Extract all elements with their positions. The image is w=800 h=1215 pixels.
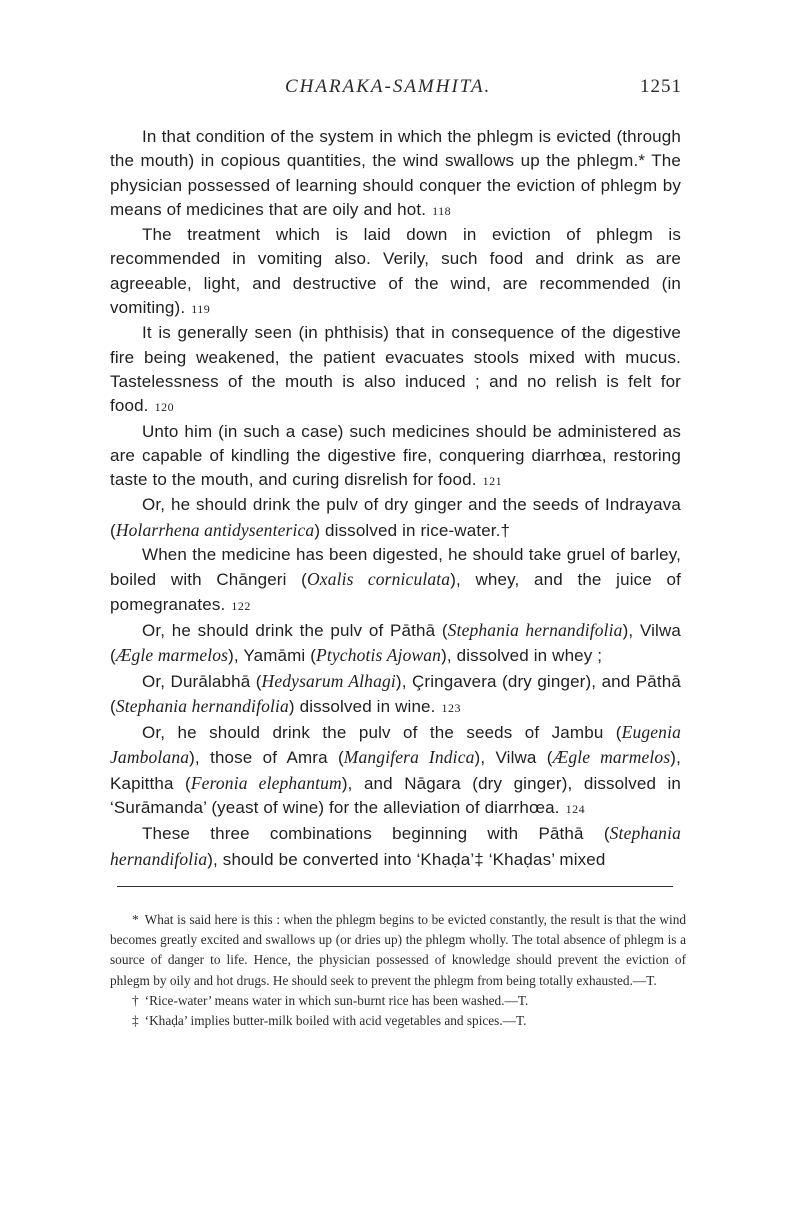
verse-number: 122 (231, 598, 251, 613)
botanical-name: Holarrhena antidysenterica (115, 519, 315, 540)
verse-number: 121 (482, 474, 503, 489)
footnotes (110, 910, 686, 1031)
body-text (110, 125, 681, 872)
botanical-name: Oxalis corniculata (306, 569, 451, 590)
footnote: * What is said here is this : when the phlegm begins to be evicted constantly, the result is that the wind becomes greatly excited and swallows up (or dries up) the phlegm wholly. The total absence of phlegm is a source of danger to life. Hence, the physician possessed of knowledge should prevent the eviction of phlegm by oily and hot drugs. He should seek to prevent the phlegm from being totally exhausted.—T. (110, 912, 686, 988)
botanical-name: Ptychotis Ajowan (316, 645, 442, 666)
verse-number: 123 (441, 700, 462, 715)
botanical-name: Mangifera Indica (343, 747, 475, 768)
botanical-name: Ægle marmelos (552, 747, 671, 768)
footnote: † ‘Rice-water’ means water in which sun-burnt rice has been washed.—T. (132, 992, 529, 1008)
footnote-mark: † (132, 992, 139, 1008)
paragraph: The treatment which is laid down in eviction of phlegm is recommended in vomiting also. Verily, such food and drink as are agreeable, light, and destructive of the wind, are recommended (in vomiting). 119 (110, 225, 681, 318)
paragraph: It is generally seen (in phthisis) that in consequence of the digestive fire being weakened, the patient evacuates stools mixed with mucus. Tastelessness of the mouth is also induced ; and no relish is felt for food. 120 (110, 323, 681, 416)
paragraph: In that condition of the system in which the phlegm is evicted (through the mouth) in copious quantities, the wind swallows up the phlegm.* The physician possessed of learning should conquer the eviction of phlegm by means of medicines that are oily and hot. 118 (110, 127, 681, 219)
paragraph: These three combinations beginning with Pāthā (Stephania hernandifolia), should be converted into ‘Khaḍa’‡ ‘Khaḍas’ mixed (110, 823, 681, 869)
verse-number: 120 (154, 400, 175, 415)
verse-number: 118 (432, 203, 452, 218)
footnote-divider (117, 886, 673, 887)
paragraph: Or, he should drink the pulv of the seeds of Jambu (Eugenia Jambolana), those of Amra (Mangifera Indica), Vilwa (Ægle marmelos), Kapittha (Feronia elephantum), and Nāgara (dry ginger), dissolved in ‘Surāmanda’ (yeast of wine) for the alleviation of diarrhœa. 124 (110, 722, 682, 818)
botanical-name: Hedysarum Alhagi (261, 670, 396, 691)
paragraph: Or, Durālabhā (Hedysarum Alhagi), Çringavera (dry ginger), and Pāthā (Stephania hernandifolia) dissolved in wine. 123 (110, 670, 681, 716)
verse-number: 119 (191, 302, 211, 317)
page-number: 1251 (640, 76, 682, 97)
footnote-mark: ‡ (132, 1013, 139, 1029)
botanical-name: Feronia elephantum (190, 772, 342, 793)
botanical-name: Eugenia Jambolana (110, 722, 681, 768)
paragraph: When the medicine has been digested, he should take gruel of barley, boiled with Chāngeri (Oxalis corniculata), whey, and the juice of pomegranates. 122 (110, 545, 681, 614)
footnote: ‡ ‘Khaḍa’ implies butter-milk boiled with acid vegetables and spices.—T. (132, 1013, 527, 1029)
footnote-mark: * (132, 912, 139, 927)
botanical-name: Stephania hernandifolia (447, 619, 623, 640)
running-title: CHARAKA-SAMHITA. (285, 76, 492, 97)
botanical-name: Stephania hernandifolia (110, 823, 681, 869)
verse-number: 124 (565, 802, 586, 817)
botanical-name: Ægle marmelos (115, 645, 229, 666)
paragraph: Or, he should drink the pulv of Pāthā (Stephania hernandifolia), Vilwa (Ægle marmelos), Yamāmi (Ptychotis Ajowan), dissolved in whey ; (110, 619, 682, 666)
botanical-name: Stephania hernandifolia (115, 695, 289, 716)
paragraph: Or, he should drink the pulv of dry ginger and the seeds of Indrayava (Holarrhena antidysenterica) dissolved in rice-water.† (110, 495, 681, 540)
paragraph: Unto him (in such a case) such medicines should be administered as are capable of kindling the digestive fire, conquering diarrhœa, restoring taste to the mouth, and curing disrelish for food. 121 (110, 421, 681, 490)
